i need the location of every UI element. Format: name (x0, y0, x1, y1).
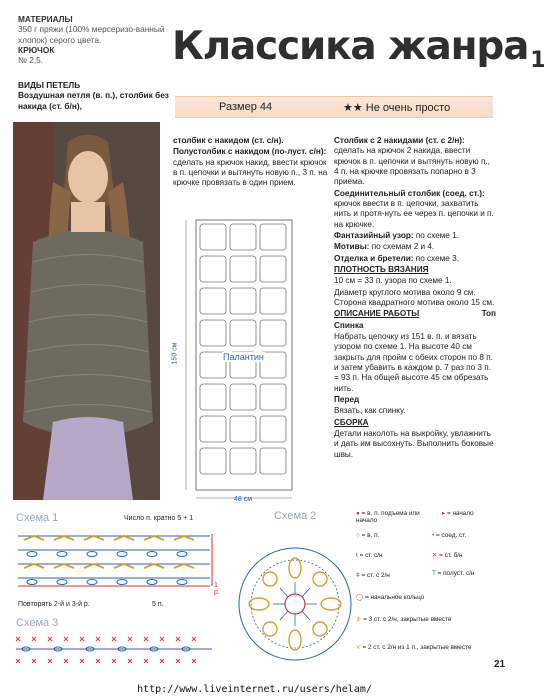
difficulty-label: ★★ Не очень просто (343, 102, 451, 114)
hook-label: КРЮЧОК (18, 44, 55, 55)
legend-l10: ⋔ = 3 ст. с 2/н, закрытые вместе (356, 616, 452, 623)
legend-l7-text: = ст. с 2/н (361, 572, 390, 579)
legend-l7: ǂ = ст. с 2/н (356, 572, 390, 579)
col2-p3-text: по схеме 1. (415, 230, 460, 240)
legend-l2: ▸ = начало (442, 510, 474, 517)
size-label: Размер 44 (219, 101, 273, 113)
column-1 (173, 136, 330, 190)
col2-p4-text: по схемам 2 и 4. (371, 242, 435, 252)
col2-p2-heading: Соединительный столбик (соед. ст.): (334, 188, 485, 198)
scheme-2-title: Схема 2 (274, 510, 317, 522)
col1-p1: столбик с накидом (ст. с/н). (173, 136, 284, 145)
title-text: Классика жанра (172, 24, 529, 69)
stitch-types-block (18, 80, 173, 111)
assembly-text: Детали наколоть на выкройку, увлажнить и дать им высохнуть. Выполнить боковые швы. (334, 428, 494, 459)
legend-l3: ○ = в. п. (356, 532, 380, 539)
density-2: Диаметр круглого мотива около 9 см. Сторона квадратного мотива около 15 см. (334, 287, 495, 307)
legend (356, 508, 502, 678)
page-title (172, 24, 544, 73)
col2-p5-heading: Отделка и бретели: (334, 253, 414, 263)
col1-p2-heading: Полустолбик с накидом (по-луст. с/н): (173, 147, 327, 157)
diagram-height-label: 150 см (171, 342, 179, 365)
legend-l2-text: = начало (447, 510, 474, 517)
legend-l4-text: = соед. ст. (436, 532, 467, 539)
col2-p1-text: сделать на крючок 2 накида, ввести крючок в п. цепочки и вытянуть новую п., 4 п. на крючке провязать попарно в 3 приема. (334, 146, 490, 187)
legend-l8: T = полуст. с/н (432, 570, 475, 577)
work-label: ОПИСАНИЕ РАБОТЫ (334, 309, 420, 319)
legend-l9-text: = начальное кольцо (364, 594, 425, 601)
scheme-3-chart (12, 633, 222, 671)
info-bar (175, 96, 493, 118)
legend-l5-text: = ст. с/н (359, 552, 383, 559)
scheme-2 (236, 510, 354, 675)
legend-l6: ✕ = ст. б/н (432, 552, 463, 559)
page-number: 21 (494, 659, 506, 670)
diagram-width-label: 48 см (234, 496, 253, 503)
scheme-2-chart (236, 524, 354, 674)
legend-l1: ● = в. п. подъема или начало (356, 510, 420, 525)
model-photo-illustration (13, 122, 160, 500)
scheme-1-5p: 5 п. (152, 601, 164, 608)
scheme-1-repeat: Повторять 2-й и 3-й р. (18, 601, 90, 608)
col2-p3-heading: Фантазийный узор: (334, 230, 414, 240)
density-label: ПЛОТНОСТЬ ВЯЗАНИЯ (334, 264, 429, 274)
title-subscript: 1 (530, 48, 544, 73)
legend-l11-text: = 2 ст. с 2/н из 1 п., закрытые вместе (362, 644, 472, 651)
stitch-types-text: Воздушная петля (в. п.), столбик без накида (ст. б/н), (18, 90, 169, 111)
legend-l4: • = соед. ст. (432, 532, 467, 539)
assembly-label: СБОРКА (334, 417, 369, 427)
col2-p1-heading: Столбик с 2 накидами (ст. с 2/н): (334, 136, 465, 145)
scheme-3-title: Схема 3 (16, 617, 59, 629)
scheme-1-chart (12, 528, 222, 598)
scheme-1-title: Схема 1 (16, 512, 59, 524)
legend-l10-text: = 3 ст. с 2/н, закрытые вместе (363, 616, 452, 623)
hook-value: № 2,5. (18, 55, 44, 66)
legend-l8-text: = полуст. с/н (437, 570, 475, 577)
legend-l5: ŧ = ст. с/н (356, 552, 383, 559)
model-photo (13, 122, 160, 500)
front-label: Перед (334, 394, 360, 404)
back-text: Набрать цепочку из 151 в. п. и вязать узором по схеме 1. На высоте 40 см закрыть для пройм с обеих сторон по 8 п. и затем убавить в каждом р. 7 раз по 3 п. = 93 п. На общей высоте 45 см обрезать нить. (334, 331, 493, 393)
back-label: Спинка (334, 320, 364, 330)
work-top: Топ (481, 309, 496, 319)
column-2 (334, 136, 496, 461)
scheme-3 (12, 617, 222, 672)
col2-p5-text: по схеме 3. (415, 253, 459, 263)
legend-l11: ⋎ = 2 ст. с 2/н из 1 п., закрытые вместе (356, 644, 472, 651)
source-url[interactable]: http://www.liveinternet.ru/users/helam/ (137, 684, 372, 695)
stole-diagram (171, 210, 298, 510)
col1-p2-text: сделать на крючок накид, ввести крючок в п. цепочки и вытянуть новую п., 3 п. на крючке провязать в один прием. (173, 157, 328, 188)
scheme-1 (12, 512, 222, 612)
density-1: 10 см = 33 п. узора по схеме 1. (334, 276, 452, 286)
front-text: Вязать, как спинку. (334, 406, 406, 416)
legend-l3-text: = в. п. (361, 532, 380, 539)
col2-p2-text: крючок ввести в п. цепочки, захватить нить и протя-нуть ее через п. цепочки и п. на крючке. (334, 198, 494, 229)
legend-l6-text: = ст. б/н (439, 552, 463, 559)
legend-l1-text: = в. п. подъема или начало (356, 510, 420, 525)
col2-p4-heading: Мотивы: (334, 242, 370, 252)
legend-l9: ◯ = начальное кольцо (356, 594, 425, 601)
scheme-1-row1: 1 р. (214, 582, 220, 596)
scheme-1-note: Число п. кратно 5 + 1 (124, 515, 194, 522)
materials-block (18, 14, 168, 65)
materials-label: МАТЕРИАЛЫ (18, 14, 73, 24)
diagram-label: Палантин (223, 352, 264, 362)
stitch-types-label: ВИДЫ ПЕТЕЛЬ (18, 80, 81, 90)
materials-text: 350 г пряжи (100% мерсеризо-ванный хлопок) серого цвета. (18, 24, 165, 45)
